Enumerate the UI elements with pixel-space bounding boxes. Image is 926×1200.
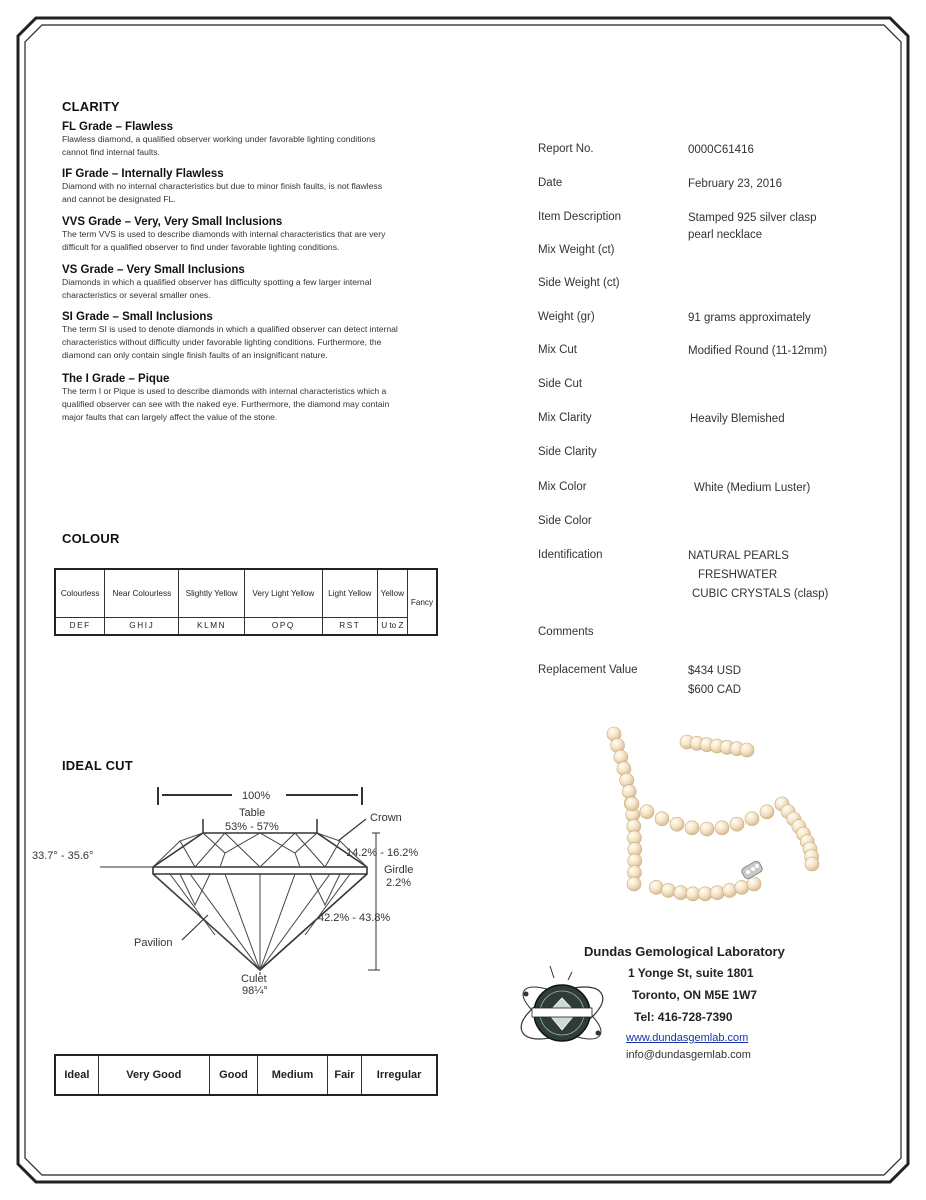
grade-desc-line: The term VVS is used to describe diamonds with internal characteristics that are very [62,229,386,239]
pearl-necklace-photo [592,722,842,912]
grade-vvs [62,216,432,264]
grade-desc-line: Flawless diamond, a qualified observer working under favorable lighting conditions [62,134,376,144]
grade-title: The I Grade – Pique [62,373,170,385]
cut-grade-cell: Ideal [55,1055,98,1095]
pearl [805,857,819,871]
pearl [745,812,759,826]
field-label: Date [538,177,563,189]
colour-code-cell: OPQ [244,617,322,635]
colour-name-cell: Very Light Yellow [244,569,322,617]
lab-address-line1: 1 Yonge St, suite 1801 [628,966,754,980]
grade-desc-line: qualified observer can see with the naked eye. Furthermore, the diamond may contain [62,399,390,409]
field-value: Heavily Blemished [690,413,785,425]
lab-name: Dundas Gemological Laboratory [584,944,785,959]
table-range-label: 53% - 57% [225,821,279,833]
field-label: Comments [538,626,594,638]
colour-code-cell: RST [322,617,377,635]
width-label: 100% [242,790,271,802]
lab-phone: Tel: 416-728-7390 [634,1010,733,1024]
cut-grade-cell: Medium [258,1055,327,1095]
colour-code-cell: DEF [55,617,105,635]
culet-label: Culet [241,973,267,985]
culet-angle-label: 98¼° [242,985,268,997]
grade-desc-line: and cannot be designated FL. [62,194,176,204]
pearl [625,797,639,811]
clasp [740,860,763,880]
pearl [715,821,729,835]
field-label: Side Cut [538,378,583,390]
grade-title: IF Grade – Internally Flawless [62,168,224,180]
girdle-label: Girdle [384,864,414,876]
pearl [655,812,669,826]
grade-fl [62,121,432,168]
field-value: 91 grams approximately [688,312,811,324]
grade-i [62,373,432,424]
cut-grade-cell: Good [209,1055,257,1095]
grade-title: SI Grade – Small Inclusions [62,311,213,323]
grade-title: FL Grade – Flawless [62,121,174,133]
colour-name-cell: Fancy [407,569,437,635]
table-label: Table [239,807,266,819]
lab-logo [512,958,612,1058]
grade-title: VVS Grade – Very, Very Small Inclusions [62,216,283,228]
cut-grade-cell: Irregular [362,1055,437,1095]
pearl [640,805,654,819]
field-label: Replacement Value [538,664,638,676]
lab-website-link[interactable]: www.dundasgemlab.com [626,1032,749,1044]
grade-desc-line: Diamonds in which a qualified observer has difficulty spotting a few larger internal [62,277,372,287]
colour-name-cell: Yellow [377,569,407,617]
colour-heading: COLOUR [62,531,120,546]
pearl [747,877,761,891]
crown-height-label: 14.2% - 16.2% [346,847,419,859]
pavilion-label: Pavilion [134,937,173,949]
pearl [674,886,688,900]
grade-desc-line: The term I or Pique is used to describe diamonds with internal characteristics which a [62,386,387,396]
colour-code-cell: U to Z [377,617,407,635]
grade-desc-line: cannot find internal faults. [62,147,160,157]
field-value: FRESHWATER [698,569,778,581]
grade-desc-line: characteristics without difficulty under favorable lighting conditions. Furthermore, the [62,337,382,347]
ideal-cut-heading: IDEAL CUT [62,758,133,773]
pearl [723,883,737,897]
pearl [740,743,754,757]
field-value: $600 CAD [688,684,742,696]
lab-email: info@dundasgemlab.com [626,1049,751,1061]
colour-name-cell: Light Yellow [322,569,377,617]
field-value: Stamped 925 silver clasp [688,212,817,224]
clarity-grades [62,121,432,424]
field-label: Mix Clarity [538,412,592,424]
field-label: Mix Color [538,481,587,493]
pearl [661,883,675,897]
pearl [627,877,641,891]
grade-desc-line: Diamond with no internal characteristics but due to minor finish faults, is not flawless [62,181,383,191]
lab-address-line2: Toronto, ON M5E 1W7 [632,988,758,1002]
pearl [730,817,744,831]
field-value: CUBIC CRYSTALS (clasp) [692,588,829,600]
pearl [649,880,663,894]
field-label: Identification [538,549,603,561]
grade-desc-line: major faults that can largely affect the value of the stone. [62,412,278,422]
colour-name-cell: Slightly Yellow [179,569,245,617]
grade-desc-line: The term SI is used to denote diamonds in which a qualified observer can detect internal [62,324,398,334]
field-label: Mix Weight (ct) [538,244,615,256]
cut-grade-table [54,1054,438,1096]
diamond-proportions-diagram [20,775,440,1000]
colour-code-cell: GHIJ [105,617,179,635]
field-label: Mix Cut [538,344,577,356]
field-value: Modified Round (11-12mm) [688,345,828,357]
colour-code-cell: KLMN [179,617,245,635]
pavilion-depth-label: 42.2% - 43.8% [318,912,391,924]
pearl [670,817,684,831]
field-label: Report No. [538,143,594,155]
pearl [760,805,774,819]
field-label: Item Description [538,211,622,223]
field-value: 0000C61416 [688,144,754,156]
field-value: White (Medium Luster) [694,482,811,494]
field-value: $434 USD [688,665,742,677]
grade-desc-line: difficult for a qualified observer to find under favorable lighting conditions. [62,242,340,252]
colour-scale-table [54,568,438,636]
grade-vs [62,264,432,311]
field-label: Side Color [538,515,592,527]
colour-name-cell: Colourless [55,569,105,617]
field-value: February 23, 2016 [688,178,782,190]
field-value: NATURAL PEARLS [688,550,789,562]
grade-title: VS Grade – Very Small Inclusions [62,264,245,276]
grade-if [62,168,432,216]
grade-desc-line: characteristics or several smaller ones. [62,290,211,300]
field-label: Weight (gr) [538,311,595,323]
colour-name-cell: Near Colourless [105,569,179,617]
crown-angle-label: 33.7° - 35.6° [32,850,94,862]
crown-label: Crown [370,812,402,824]
pearl [685,821,699,835]
pearl [700,822,714,836]
pearl [710,886,724,900]
grade-desc-line: diamond can only contain single finish faults of an insignificant nature. [62,350,328,360]
girdle-pct-label: 2.2% [386,877,412,889]
pearl [698,887,712,901]
field-label: Side Clarity [538,446,597,458]
cut-grade-cell: Fair [327,1055,362,1095]
pearl [735,880,749,894]
grade-si [62,311,432,373]
field-label: Side Weight (ct) [538,277,620,289]
clarity-heading: CLARITY [62,99,120,114]
field-value: pearl necklace [688,229,763,241]
cut-grade-cell: Very Good [98,1055,209,1095]
